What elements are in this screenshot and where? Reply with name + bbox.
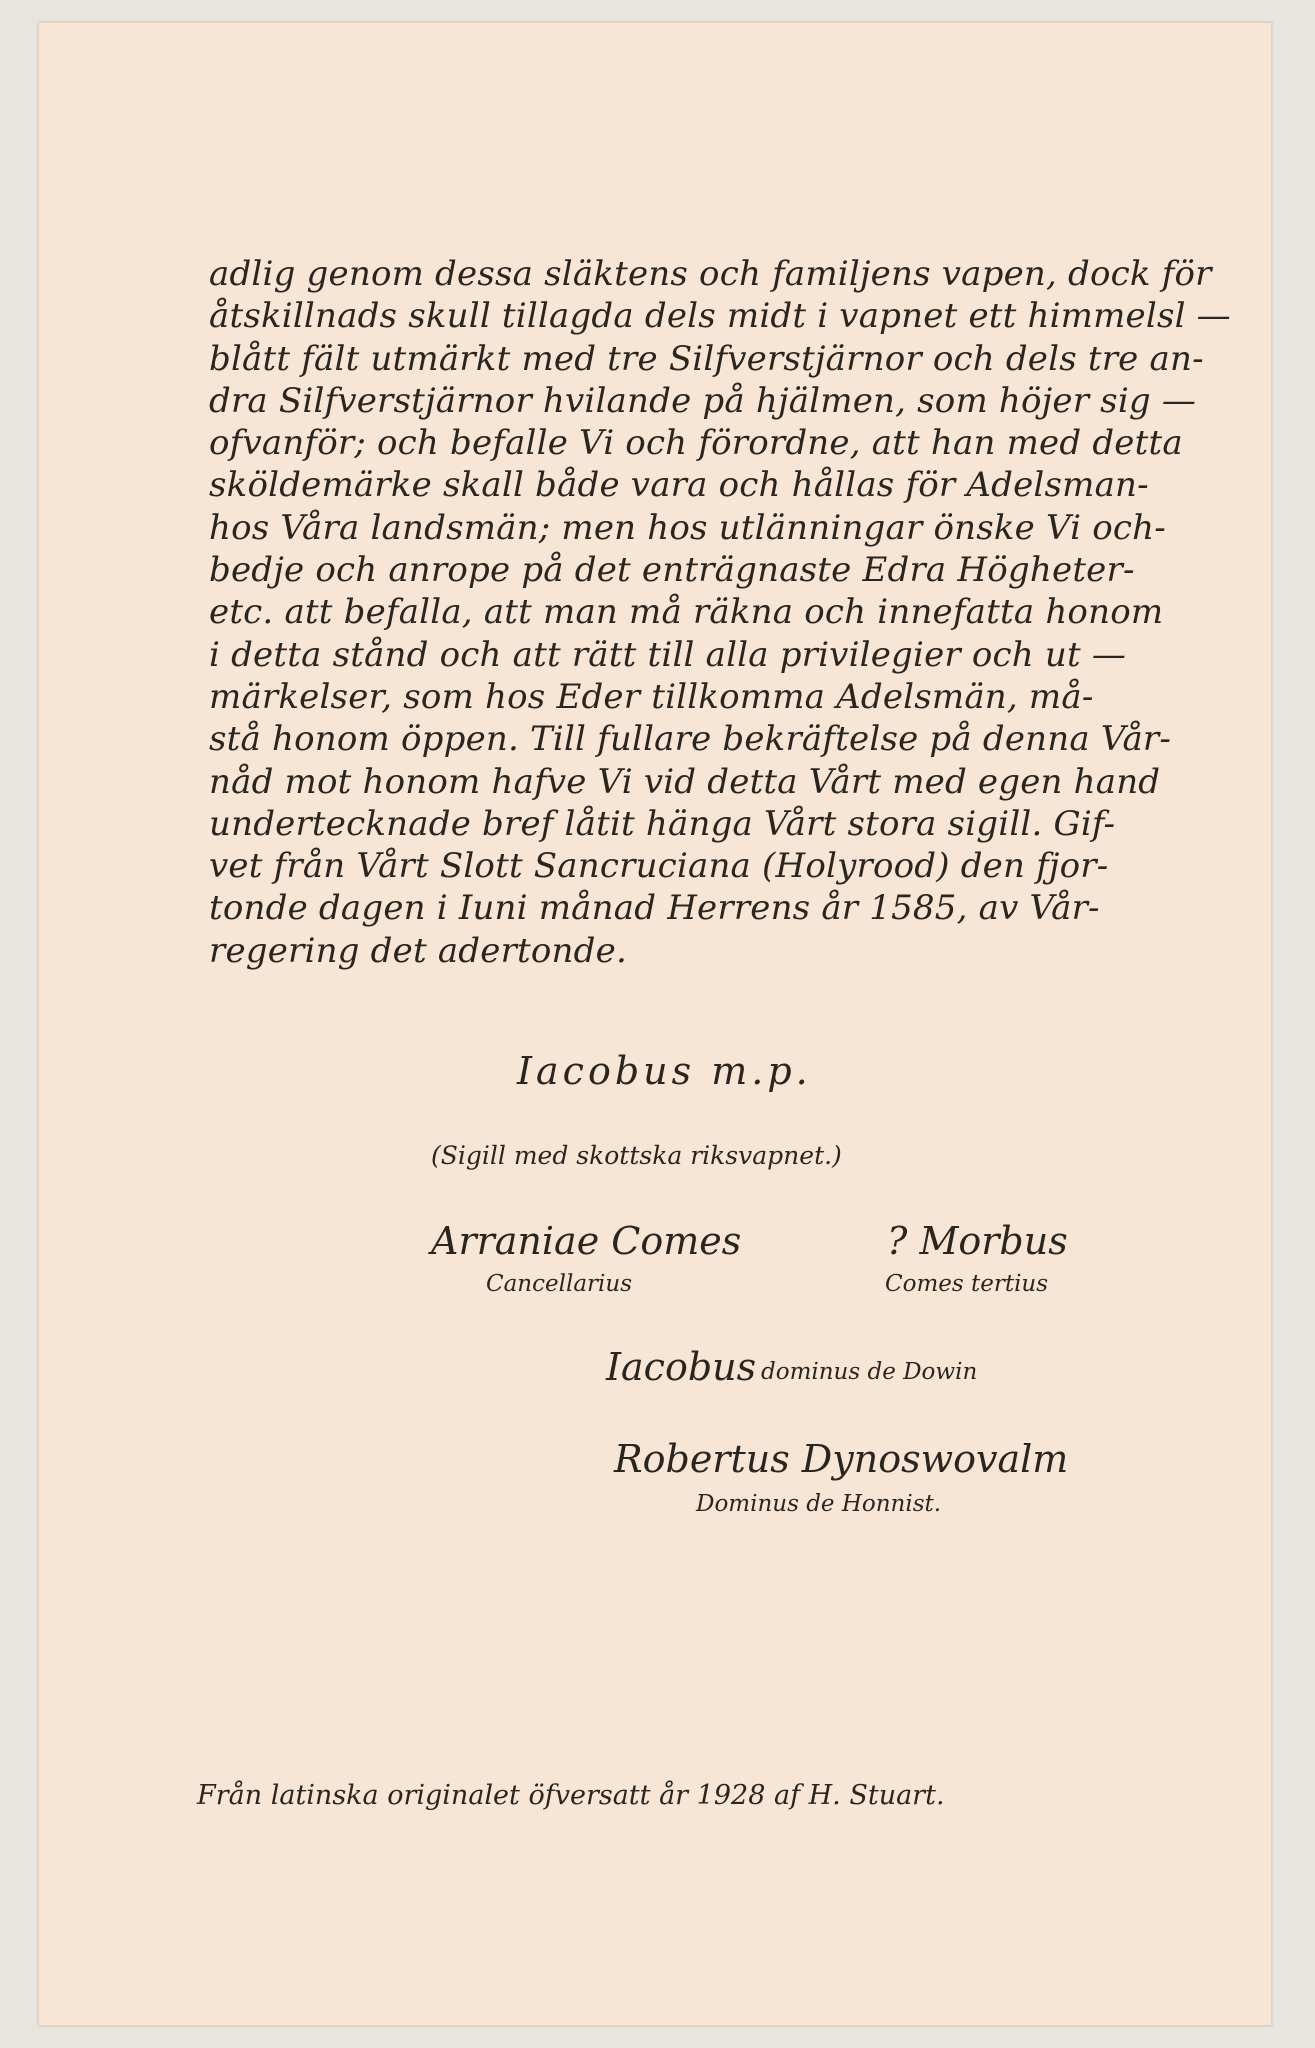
seal-note: (Sigill med skottska riksvapnet.) (431, 1141, 842, 1170)
royal-signature: Iacobus m.p. (517, 1049, 812, 1093)
body-line: i detta stånd och att rätt till alla privilegier och ut — (209, 634, 1127, 675)
body-line: bedje och anrope på det enträgnaste Edra Högheter- (209, 550, 1135, 591)
translation-note: Från latinska originalet öfversatt år 1928 af H. Stuart. (197, 1780, 945, 1811)
signatory-iacobus-title: dominus de Dowin (761, 1359, 978, 1385)
signatory-morbus-title: Comes tertius (885, 1271, 1049, 1297)
body-line: undertecknade bref låtit hänga Vårt stora sigill. Gif- (209, 803, 1116, 844)
body-line: tonde dagen i Iuni månad Herrens år 1585, av Vår- (209, 888, 1100, 929)
document-page (38, 22, 1272, 2026)
body-line: åtskillnads skull tillagda dels midt i vapnet ett himmelsl — (209, 296, 1231, 337)
body-line: blått fält utmärkt med tre Silfverstjärnor och dels tre an- (209, 338, 1204, 379)
body-line: adlig genom dessa släktens och familjens vapen, dock för (209, 254, 1212, 294)
body-line: ofvanför; och befalle Vi och förordne, att han med detta (209, 423, 1183, 464)
body-line: vet från Vårt Slott Sancruciana (Holyrood) den fjor- (209, 846, 1109, 887)
body-line: regering det adertonde. (209, 930, 627, 971)
body-line: hos Våra landsmän; men hos utlänningar önske Vi och- (209, 507, 1166, 548)
body-line: sköldemärke skall både vara och hållas för Adelsman- (209, 465, 1149, 506)
signatory-morbus-name: ? Morbus (887, 1219, 1068, 1263)
signatory-robertus-name: Robertus Dynoswovalm (614, 1437, 1069, 1481)
signatory-arran-title: Cancellarius (486, 1271, 633, 1297)
body-line: etc. att befalla, att man må räkna och innefatta honom (209, 592, 1164, 633)
signatory-arran-name: Arraniae Comes (431, 1219, 742, 1263)
body-line: nåd mot honom hafve Vi vid detta Vårt med egen hand (209, 761, 1161, 802)
body-line: stå honom öppen. Till fullare bekräftelse på denna Vår- (209, 719, 1172, 760)
signatory-robertus-title: Dominus de Honnist. (696, 1491, 942, 1517)
body-line: dra Silfverstjärnor hvilande på hjälmen, som höjer sig — (209, 380, 1197, 421)
body-line: märkelser, som hos Eder tillkomma Adelsmän, må- (209, 676, 1094, 717)
letter-body-text (209, 253, 1231, 972)
signatory-iacobus-name: Iacobus (606, 1345, 757, 1389)
